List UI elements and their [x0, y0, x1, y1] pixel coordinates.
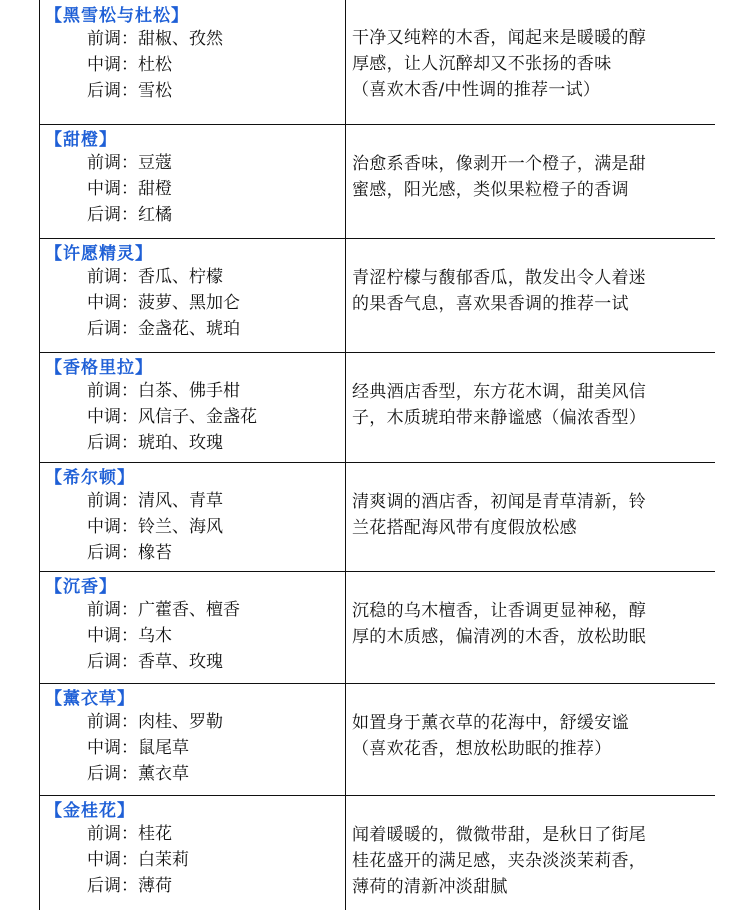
scent-name: 【金桂花】 — [45, 801, 135, 821]
scent-description-cell — [346, 796, 716, 911]
top-note: 前调：桂花 — [87, 824, 172, 844]
description-line: 薄荷的清新冲淡甜腻 — [352, 877, 508, 897]
middle-note: 中调：乌木 — [87, 626, 172, 646]
description-line: 的果香气息，喜欢果香调的推荐一试 — [352, 294, 629, 314]
scent-notes-cell — [40, 463, 346, 572]
scent-description — [346, 796, 715, 900]
scent-notes-cell — [40, 239, 346, 353]
description-line: 闻着暖暖的，微微带甜，是秋日了街尾 — [352, 825, 647, 845]
scent-notes-cell — [40, 572, 346, 684]
scent-description-cell — [346, 0, 716, 125]
scent-description-cell — [346, 239, 716, 353]
scent-description-cell — [346, 125, 716, 239]
scent-row — [40, 125, 716, 239]
base-note: 后调：金盏花、琥珀 — [87, 319, 240, 339]
base-note: 后调：薄荷 — [87, 876, 172, 896]
scent-table-body — [40, 0, 716, 910]
scent-notes-cell — [40, 125, 346, 239]
top-note: 前调：清风、青草 — [87, 491, 223, 511]
scent-name: 【甜橙】 — [45, 130, 117, 150]
scent-table — [39, 0, 715, 910]
description-line: 兰花搭配海风带有度假放松感 — [352, 518, 577, 538]
description-line: 沉稳的乌木檀香，让香调更显神秘，醇 — [352, 601, 647, 621]
description-line: 子，木质琥珀带来静谧感（偏浓香型） — [352, 408, 647, 428]
middle-note: 中调：风信子、金盏花 — [87, 407, 257, 427]
base-note: 后调：琥珀、玫瑰 — [87, 433, 223, 453]
top-note: 前调：甜椒、孜然 — [87, 29, 223, 49]
description-line: 厚的木质感，偏清冽的木香，放松助眠 — [352, 627, 647, 647]
scent-description — [346, 0, 715, 103]
scent-description — [346, 239, 715, 317]
scent-notes-cell — [40, 796, 346, 911]
top-note: 前调：肉桂、罗勒 — [87, 712, 223, 732]
description-line: 蜜感，阳光感，类似果粒橙子的香调 — [352, 180, 629, 200]
base-note: 后调：橡苔 — [87, 543, 172, 563]
scent-description — [346, 463, 715, 541]
scent-name: 【许愿精灵】 — [45, 244, 153, 264]
scent-notes-cell — [40, 353, 346, 463]
description-line: （喜欢花香，想放松助眠的推荐） — [352, 739, 612, 759]
scent-row — [40, 572, 716, 684]
base-note: 后调：香草、玫瑰 — [87, 652, 223, 672]
middle-note: 中调：铃兰、海风 — [87, 517, 223, 537]
middle-note: 中调：鼠尾草 — [87, 738, 189, 758]
top-note: 前调：豆蔻 — [87, 153, 172, 173]
scent-name: 【沉香】 — [45, 577, 117, 597]
scent-row — [40, 684, 716, 796]
scent-row — [40, 353, 716, 463]
scent-row — [40, 239, 716, 353]
description-line: 厚感，让人沉醉却又不张扬的香味 — [352, 54, 612, 74]
scent-description — [346, 684, 715, 762]
top-note: 前调：香瓜、柠檬 — [87, 267, 223, 287]
middle-note: 中调：菠萝、黑加仑 — [87, 293, 240, 313]
middle-note: 中调：白茉莉 — [87, 850, 189, 870]
description-line: 青涩柠檬与馥郁香瓜，散发出令人着迷 — [352, 268, 647, 288]
description-line: 经典酒店香型，东方花木调，甜美风信 — [352, 382, 647, 402]
base-note: 后调：雪松 — [87, 81, 172, 101]
scent-row — [40, 796, 716, 911]
description-line: 如置身于薰衣草的花海中，舒缓安谧 — [352, 713, 629, 733]
description-line: （喜欢木香/中性调的推荐一试） — [352, 80, 601, 100]
scent-description-cell — [346, 463, 716, 572]
scent-row — [40, 463, 716, 572]
scent-notes-cell — [40, 0, 346, 125]
description-line: 清爽调的酒店香，初闻是青草清新，铃 — [352, 492, 647, 512]
scent-description — [346, 353, 715, 431]
scent-description — [346, 572, 715, 650]
description-line: 桂花盛开的满足感，夹杂淡淡茉莉香， — [352, 851, 647, 871]
middle-note: 中调：甜橙 — [87, 179, 172, 199]
scent-name: 【香格里拉】 — [45, 358, 153, 378]
middle-note: 中调：杜松 — [87, 55, 172, 75]
base-note: 后调：红橘 — [87, 205, 172, 225]
scent-notes-cell — [40, 684, 346, 796]
description-line: 治愈系香味，像剥开一个橙子，满是甜 — [352, 154, 647, 174]
scent-description-cell — [346, 572, 716, 684]
scent-description — [346, 125, 715, 203]
top-note: 前调：白茶、佛手柑 — [87, 381, 240, 401]
scent-table-frame — [39, 0, 715, 910]
scent-description-cell — [346, 353, 716, 463]
scent-name: 【薰衣草】 — [45, 689, 135, 709]
scent-description-cell — [346, 684, 716, 796]
description-line: 干净又纯粹的木香，闻起来是暖暖的醇 — [352, 28, 647, 48]
scent-row — [40, 0, 716, 125]
scent-name: 【希尔顿】 — [45, 468, 135, 488]
base-note: 后调：薰衣草 — [87, 764, 189, 784]
top-note: 前调：广藿香、檀香 — [87, 600, 240, 620]
scent-name: 【黑雪松与杜松】 — [45, 6, 189, 26]
